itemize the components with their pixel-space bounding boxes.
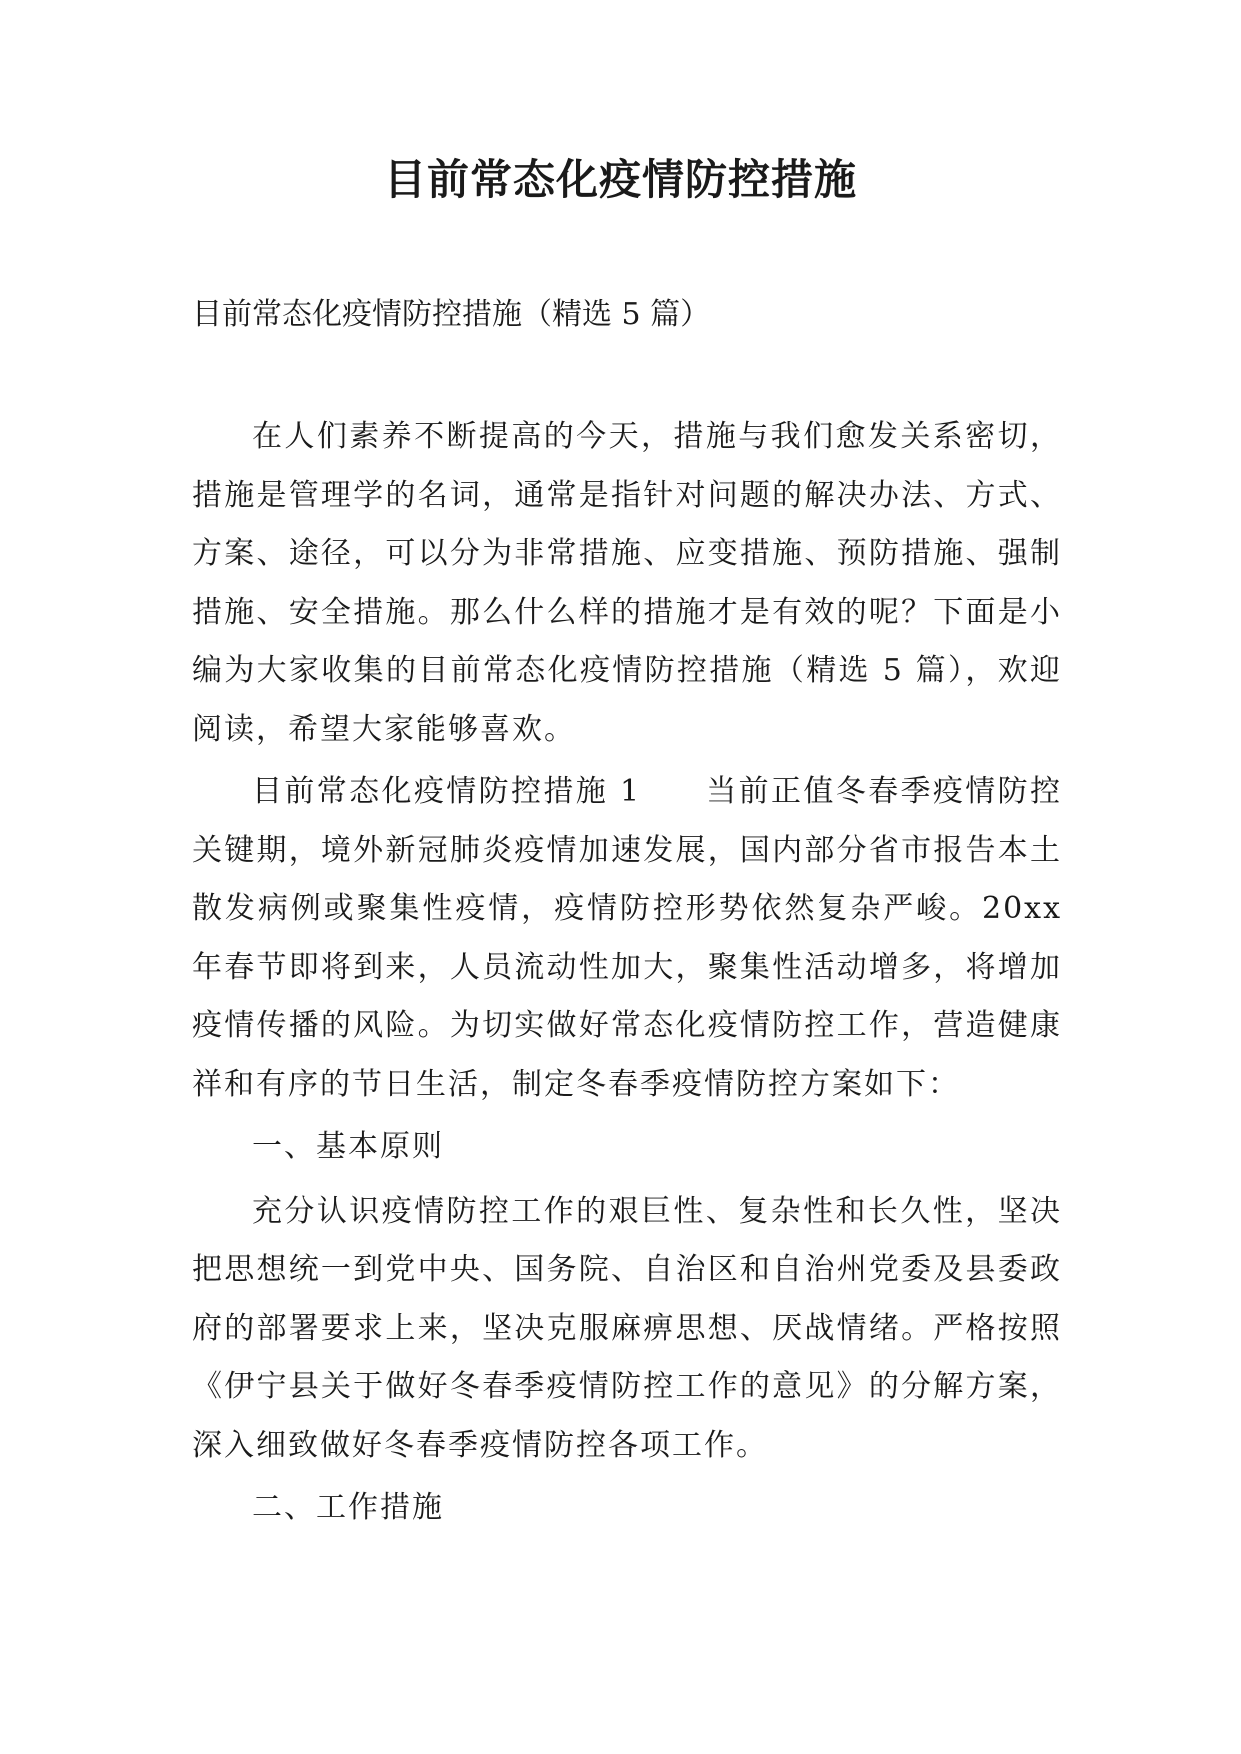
heading-work-measures: 二、工作措施	[252, 1490, 444, 1525]
document-subtitle: 目前常态化疫情防控措施（精选 5 篇）	[192, 297, 711, 332]
section-1-paragraph: 目前常态化疫情防控措施 1 当前正值冬春季疫情防控关键期，境外新冠肺炎疫情加速发展，国内部分省市报告本土散发病例或聚集性疫情，疫情防控形势依然复杂严峻。20xx 年春节即将到来，人员流动性加大，聚集性活动增多，将增加疫情传播的风险。为切实做好常态化疫情防控工作，营造健康祥和有序的节日生活，制定冬春季疫情防控方案如下：	[192, 774, 1062, 1102]
heading-basic-principles: 一、基本原则	[252, 1129, 444, 1164]
intro-paragraph: 在人们素养不断提高的今天，措施与我们愈发关系密切，措施是管理学的名词，通常是指针对问题的解决办法、方式、方案、途径，可以分为非常措施、应变措施、预防措施、强制措施、安全措施。那么什么样的措施才是有效的呢？下面是小编为大家收集的目前常态化疫情防控措施（精选 5 篇），欢迎阅读，希望大家能够喜欢。	[192, 419, 1062, 747]
principles-paragraph: 充分认识疫情防控工作的艰巨性、复杂性和长久性，坚决把思想统一到党中央、国务院、自治区和自治州党委及县委政府的部署要求上来，坚决克服麻痹思想、厌战情绪。严格按照《伊宁县关于做好冬春季疫情防控工作的意见》的分解方案，深入细致做好冬春季疫情防控各项工作。	[192, 1193, 1062, 1463]
document-title: 目前常态化疫情防控措施	[383, 155, 857, 204]
document-body	[192, 408, 1062, 1544]
